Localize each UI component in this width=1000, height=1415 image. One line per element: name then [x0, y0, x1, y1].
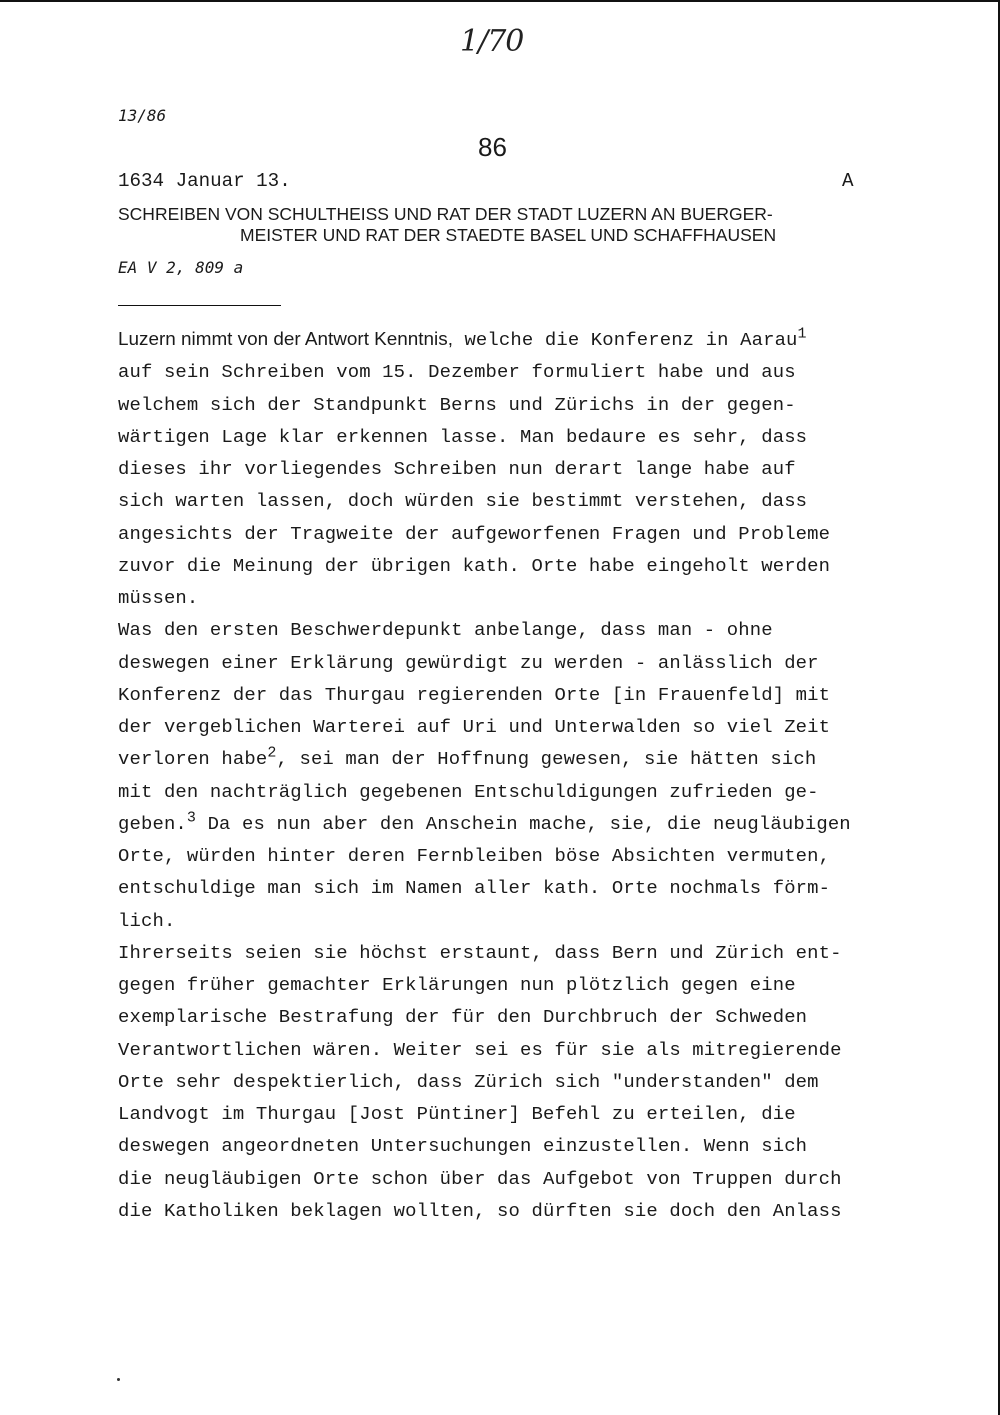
body-line: deswegen angeordneten Untersuchungen einzustellen. Wenn sich [118, 1135, 808, 1158]
divider-rule [118, 305, 281, 306]
body-line: die neugläubigen Orte schon über das Aufgebot von Truppen durch [118, 1167, 842, 1190]
body-line-segment: welche die Konferenz in Aarau [452, 329, 798, 351]
body-line: auf sein Schreiben vom 15. Dezember formuliert habe und aus [118, 361, 796, 384]
body-line: müssen. [118, 587, 199, 609]
body-line: exemplarische Bestrafung der für den Durchbruch der Schweden [118, 1006, 808, 1029]
footnote-marker: 3 [186, 809, 197, 827]
body-line: Ihrerseits seien sie höchst erstaunt, dass Bern und Zürich ent- [118, 941, 842, 964]
body-line-segment: Da es nun aber den Anschein mache, sie, die neugläubigen [196, 812, 851, 835]
handwritten-number: 1/70 [460, 24, 524, 59]
source-reference: EA V 2, 809 a [118, 258, 244, 277]
body-line: zuvor die Meinung der übrigen kath. Orte habe eingeholt werden [118, 554, 831, 577]
document-letter: A [842, 170, 854, 192]
body-line: wärtigen Lage klar erkennen lasse. Man bedaure es sehr, dass [118, 425, 808, 448]
body-line [118, 743, 918, 775]
body-line: sich warten lassen, doch würden sie bestimmt verstehen, dass [118, 490, 808, 513]
body-line: angesichts der Tragweite der aufgeworfenen Fragen und Probleme [118, 522, 831, 545]
body-text [118, 324, 918, 1227]
body-line-segment: Luzern nimmt von der Antwort Kenntnis, [118, 329, 453, 350]
body-line: Konferenz der das Thurgau regierenden Orte [in Frauenfeld] mit [118, 683, 831, 706]
body-line [118, 808, 918, 840]
body-line: gegen früher gemachter Erklärungen nun plötzlich gegen eine [118, 974, 796, 996]
scan-speck [117, 1378, 120, 1381]
body-line: Orte, würden hinter deren Fernbleiben böse Absichten vermuten, [118, 845, 831, 867]
body-line-segment: , sei man der Hoffnung gewesen, sie hätten sich [276, 748, 817, 771]
body-line: die Katholiken beklagen wollten, so dürften sie doch den Anlass [118, 1199, 842, 1222]
body-line-segment: geben. [118, 812, 187, 835]
body-line: dieses ihr vorliegendes Schreiben nun derart lange habe auf [118, 458, 796, 480]
heading-line-1: SCHREIBEN VON SCHULTHEISS UND RAT DER STADT LUZERN AN BUERGER- [118, 204, 773, 224]
body-line [118, 324, 918, 356]
body-line: entschuldige man sich im Namen aller kath. Orte nochmals förm- [118, 877, 831, 900]
body-line: Was den ersten Beschwerdepunkt anbelange, dass man - ohne [118, 619, 773, 642]
body-line: welchem sich der Standpunkt Berns und Zürichs in der gegen- [118, 393, 796, 416]
body-line: mit den nachträglich gegebenen Entschuldigungen zufrieden ge- [118, 780, 819, 803]
body-line: deswegen einer Erklärung gewürdigt zu werden - anlässlich der [118, 651, 819, 674]
body-line-segment: verloren habe [118, 748, 268, 771]
body-line: Verantwortlichen wären. Weiter sei es für sie als mitregierende [118, 1038, 842, 1061]
page-number: 86 [478, 132, 507, 162]
body-line: Orte sehr despektierlich, dass Zürich sich "understanden" dem [118, 1070, 819, 1093]
heading-line-2: MEISTER UND RAT DER STAEDTE BASEL UND SCHAFFHAUSEN [240, 225, 777, 245]
footnote-marker: 1 [797, 325, 807, 343]
footnote-marker: 2 [267, 744, 277, 762]
body-line: lich. [118, 909, 176, 932]
body-line: der vergeblichen Warterei auf Uri und Unterwalden so viel Zeit [118, 716, 831, 738]
reference-number: 13/86 [118, 106, 167, 125]
body-line: Landvogt im Thurgau [Jost Püntiner] Befehl zu erteilen, die [118, 1103, 796, 1125]
document-date: 1634 Januar 13. [118, 170, 291, 192]
